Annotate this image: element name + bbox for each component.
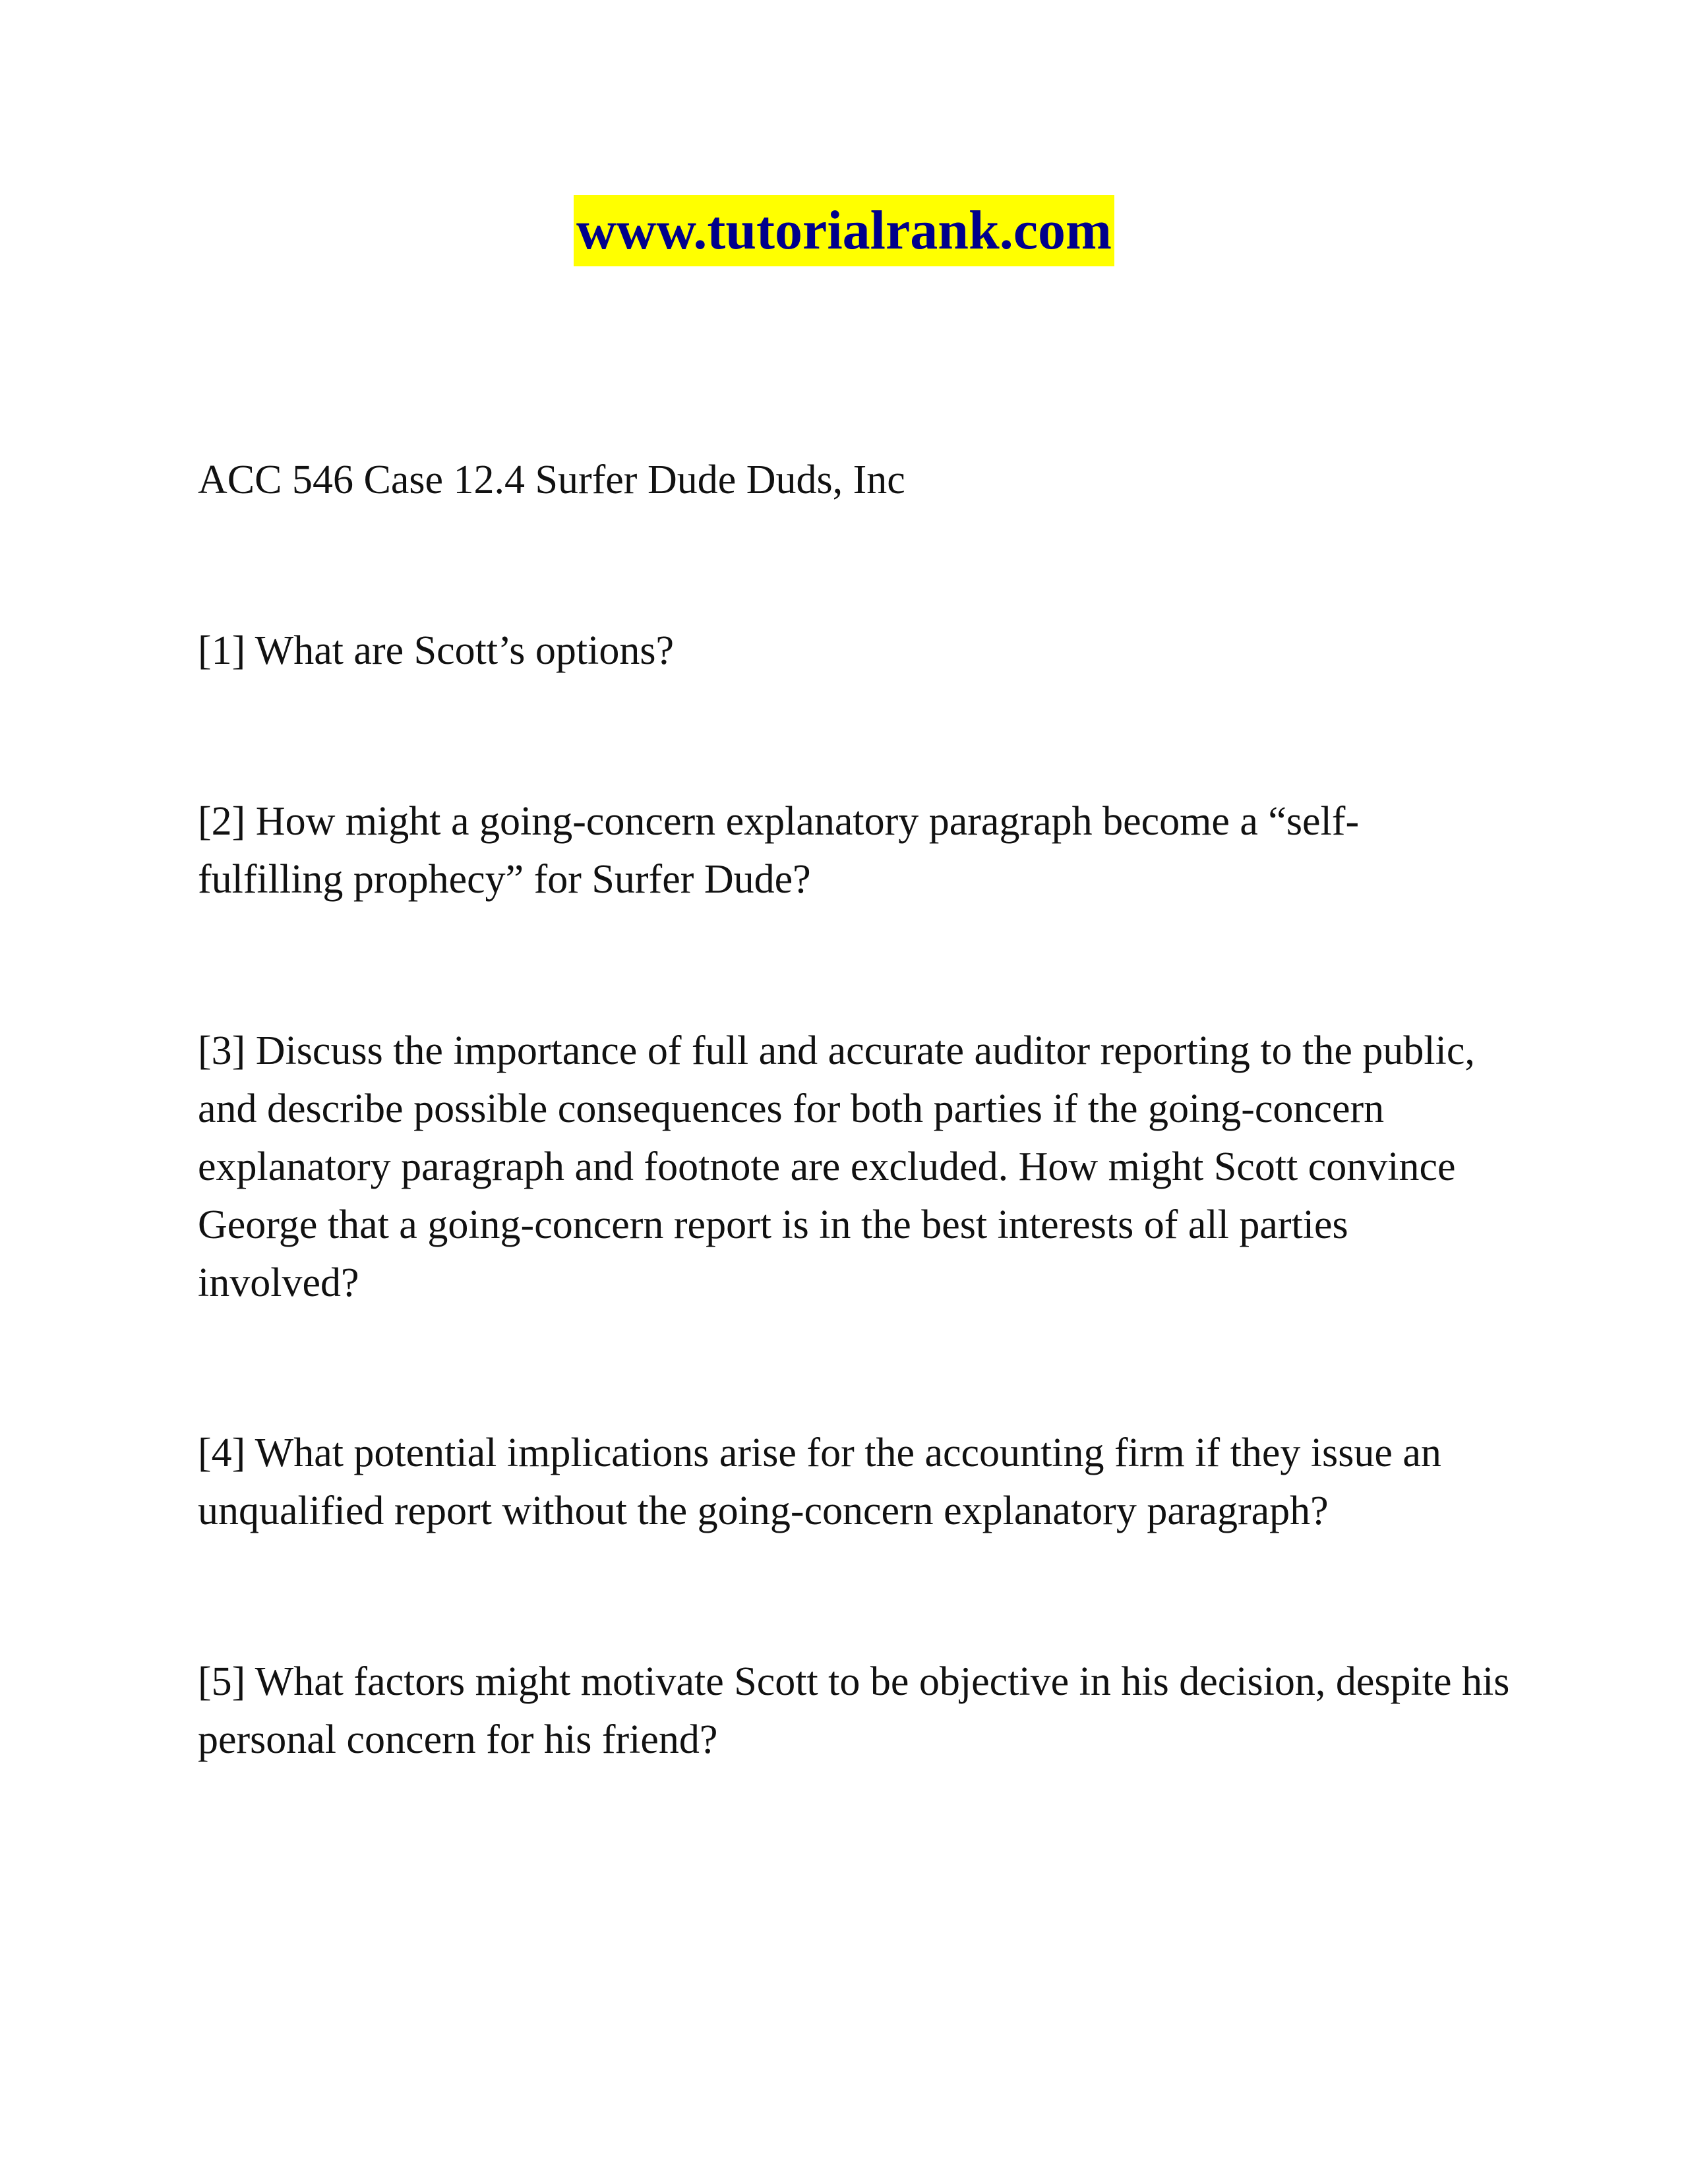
question-4: [4] What potential implications arise for the accounting firm if they issue an unqualified report without the going-concern explanatory paragraph? xyxy=(198,1431,1441,1533)
question-3: [3] Discuss the importance of full and accurate auditor reporting to the public, and describe possible consequences for both parties if the going-concern explanatory paragraph and footnote are excluded. How might Scott convince George that a going-concern report is in the best interests of all parties involved? xyxy=(198,1028,1475,1305)
site-link-container xyxy=(0,195,1688,266)
question-5: [5] What factors might motivate Scott to be objective in his decision, despite his personal concern for his friend? xyxy=(198,1659,1510,1762)
question-2: [2] How might a going-concern explanatory paragraph become a “self-fulfilling prophecy” for Surfer Dude? xyxy=(198,799,1360,902)
question-1: [1] What are Scott’s options? xyxy=(198,628,675,673)
site-link[interactable]: www.tutorialrank.com xyxy=(574,195,1114,266)
document-title: ACC 546 Case 12.4 Surfer Dude Duds, Inc xyxy=(198,457,905,502)
